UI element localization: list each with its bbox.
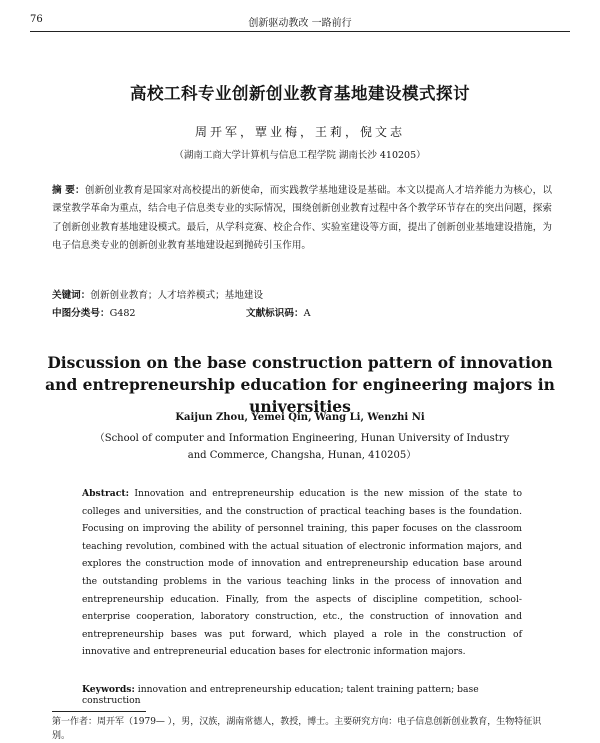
classification-line bbox=[52, 305, 552, 319]
classification-code: G482 bbox=[109, 308, 136, 319]
document-code-value: A bbox=[303, 308, 311, 319]
running-title: 创新驱动教改 一路前行 bbox=[248, 18, 352, 29]
chinese-keywords bbox=[52, 287, 552, 301]
chinese-keywords-text: 创新创业教育；人才培养模式；基地建设 bbox=[90, 290, 264, 301]
chinese-abstract bbox=[52, 182, 552, 255]
english-abstract bbox=[82, 485, 522, 661]
english-keywords-text: innovation and entrepreneurship education; talent training pattern; base construction bbox=[82, 684, 479, 706]
footnote-label: 第一作者： bbox=[52, 717, 98, 727]
header-rule bbox=[30, 31, 570, 32]
english-abstract-label: Abstract: bbox=[82, 488, 129, 499]
english-affiliation: （School of computer and Information Engineering, Hunan University of Industry and Commerce, Changsha, Hunan, 410205） bbox=[94, 433, 510, 461]
chinese-authors: 周开军，覃业梅，王莉，倪文志 bbox=[194, 125, 405, 139]
english-authors: Kaijun Zhou, Yemei Qin, Wang Li, Wenzhi Ni bbox=[175, 412, 425, 423]
chinese-keywords-label: 关键词： bbox=[52, 290, 91, 301]
running-header bbox=[30, 14, 570, 28]
footnote-rule bbox=[52, 711, 146, 712]
document-code-label: 文献标识码： bbox=[246, 308, 304, 319]
classification bbox=[52, 308, 136, 319]
english-keywords bbox=[82, 684, 522, 706]
chinese-title: 高校工科专业创新创业教育基地建设模式探讨 bbox=[130, 84, 470, 103]
chinese-affiliation: （湖南工商大学计算机与信息工程学院 湖南长沙 410205） bbox=[174, 150, 426, 161]
page-number: 76 bbox=[30, 14, 43, 25]
author-footnote bbox=[52, 715, 552, 743]
chinese-abstract-text: 创新创业教育是国家对高校提出的新使命，而实践教学基地建设是基础。本文以提高人才培养能力为核心，以课堂教学革命为重点，结合电子信息类专业的实际情况，围绕创新创业教育过程中各个教学环节存在的突出问题，探索了创新创业教育基地建设模式。最后，从学科竞赛、校企合作、实验室建设等方面，提出了创新创业基地建设措施，为电子信息类专业的创新创业教育基地建设起到抛砖引玉作用。 bbox=[52, 185, 552, 251]
chinese-abstract-label: 摘 要： bbox=[52, 185, 85, 196]
english-abstract-text: Innovation and entrepreneurship education is the new mission of the state to colleges and universities, and the construction of practical teaching bases is the foundation. Focusing on improving the ability of personnel training, this paper focuses on the classroom teaching revolution, combined with the actual situation of electronic information majors, and explores the construction mode of innovation and entrepreneurship education base around the outstanding problems in the various teaching links in the process of innovation and entrepreneurship education. Finally, from the aspects of discipline competition, school-enterprise cooperation, laboratory construction, etc., the construction of innovation and entrepreneurship bases was put forward, which played a role in the construction of innovative and entrepreneurial education bases for electronic information majors. bbox=[82, 488, 523, 658]
document-code bbox=[246, 305, 311, 319]
english-title: Discussion on the base construction pattern of innovation and entrepreneurship education for engineering majors in universities bbox=[45, 353, 555, 416]
classification-label: 中图分类号： bbox=[52, 308, 110, 319]
english-keywords-label: Keywords: bbox=[82, 684, 135, 695]
footnote-text: 周开军（1979— ），男，汉族，湖南常德人，教授，博士。主要研究方向：电子信息创新创业教育，生物特征识别。 bbox=[52, 717, 542, 741]
